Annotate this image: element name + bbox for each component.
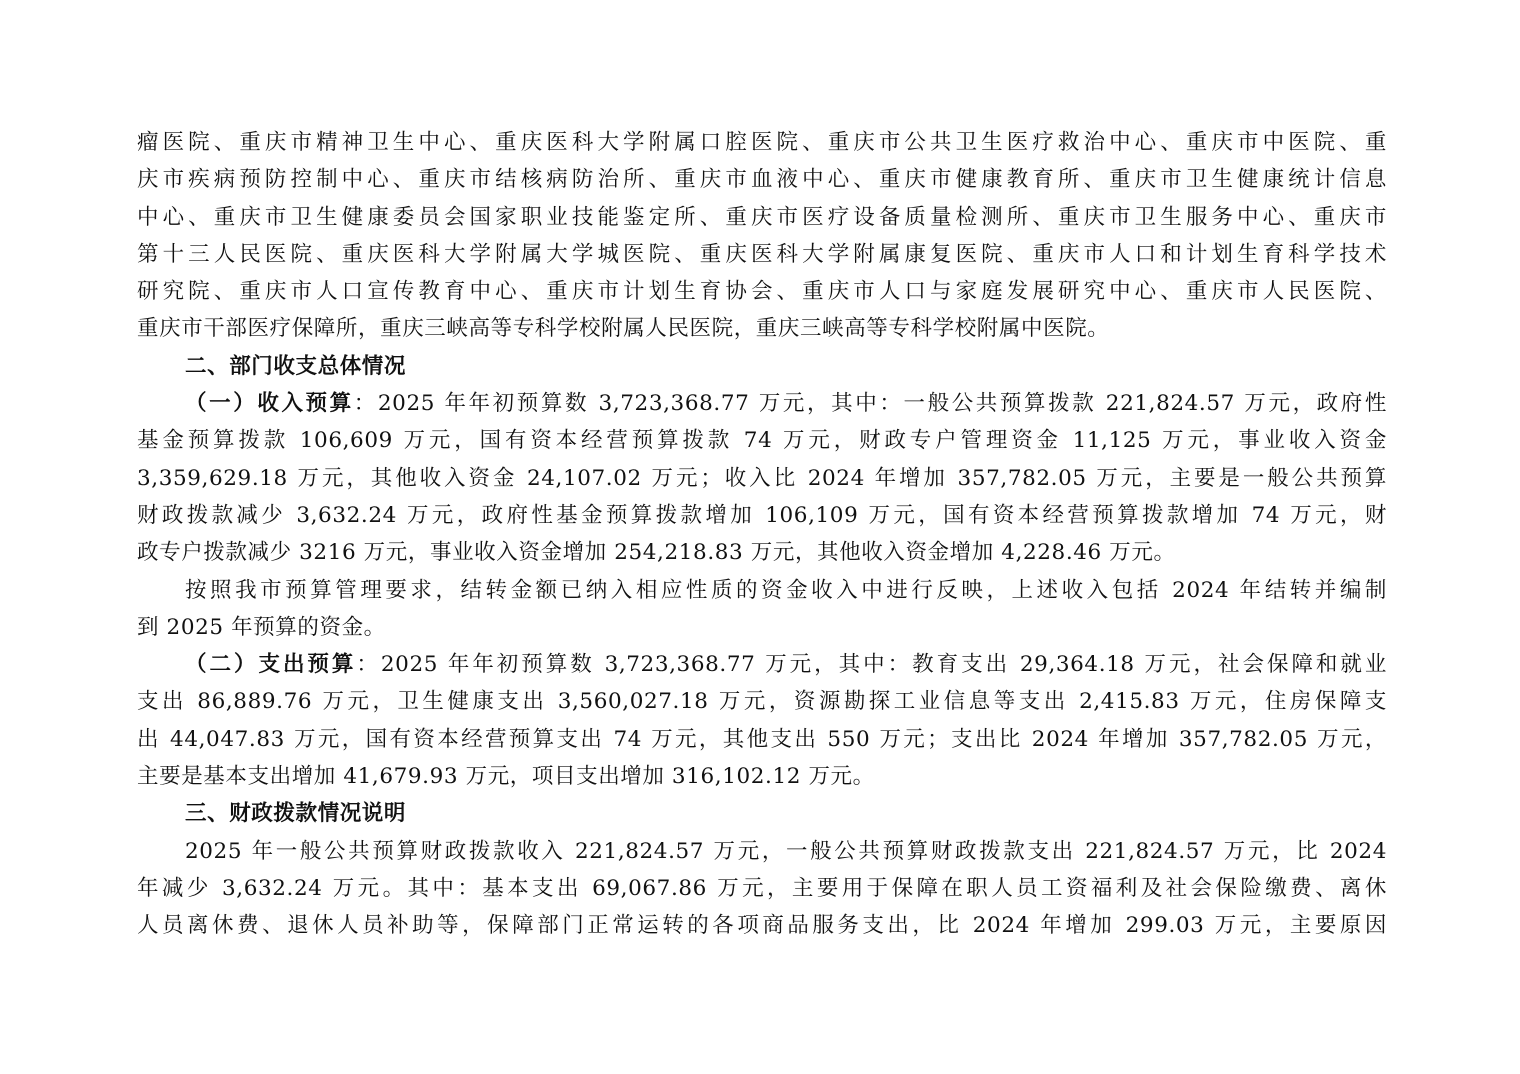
paragraph-line: 3,359,629.18 万元，其他收入资金 24,107.02 万元；收入比 2024 年增加 357,782.05 万元，主要是一般公共预算 bbox=[137, 465, 1387, 491]
paragraph-line: 第十三人民医院、重庆医科大学附属大学城医院、重庆医科大学附属康复医院、重庆市人口和计划生育科学技术 bbox=[137, 241, 1387, 267]
paragraph-line: 基金预算拨款 106,609 万元，国有资本经营预算拨款 74 万元，财政专户管理资金 11,125 万元，事业收入资金 bbox=[137, 428, 1387, 454]
paragraph-line: 政专户拨款减少 3216 万元，事业收入资金增加 254,218.83 万元，其他收入资金增加 4,228.46 万元。 bbox=[137, 540, 1176, 566]
paragraph-line: 人员离休费、退休人员补助等，保障部门正常运转的各项商品服务支出，比 2024 年增加 299.03 万元，主要原因 bbox=[137, 913, 1387, 939]
paragraph-line: 研究院、重庆市人口宣传教育中心、重庆市计划生育协会、重庆市人口与家庭发展研究中心、重庆市人民医院、 bbox=[137, 279, 1387, 305]
paragraph-line: 重庆市干部医疗保障所，重庆三峡高等专科学校附属人民医院，重庆三峡高等专科学校附属中医院。 bbox=[137, 316, 1110, 342]
paragraph-text: ：2025 年年初预算数 3,723,368.77 万元，其中：一般公共预算拨款 221,824.57 万元，政府性 bbox=[353, 391, 1387, 417]
expense-budget-line bbox=[137, 646, 1387, 683]
paragraph-line: 中心、重庆市卫生健康委员会国家职业技能鉴定所、重庆市医疗设备质量检测所、重庆市卫生服务中心、重庆市 bbox=[137, 204, 1387, 230]
section-heading-2: 二、部门收支总体情况 bbox=[185, 353, 407, 379]
paragraph-line: 到 2025 年预算的资金。 bbox=[137, 614, 386, 640]
section-heading-3: 三、财政拨款情况说明 bbox=[185, 801, 407, 827]
income-budget-label: （一）收入预算 bbox=[185, 391, 354, 417]
paragraph-text: ：2025 年年初预算数 3,723,368.77 万元，其中：教育支出 29,364.18 万元，社会保障和就业 bbox=[356, 652, 1387, 678]
income-budget-line bbox=[137, 385, 1387, 422]
document-body bbox=[137, 124, 1387, 945]
expense-budget-label: （二）支出预算 bbox=[185, 652, 357, 678]
paragraph-line: 年减少 3,632.24 万元。其中：基本支出 69,067.86 万元，主要用于保障在职人员工资福利及社会保险缴费、离休 bbox=[137, 875, 1387, 901]
paragraph-line: 庆市疾病预防控制中心、重庆市结核病防治所、重庆市血液中心、重庆市健康教育所、重庆市卫生健康统计信息 bbox=[137, 167, 1387, 193]
paragraph-line: 按照我市预算管理要求，结转金额已纳入相应性质的资金收入中进行反映，上述收入包括 2024 年结转并编制 bbox=[185, 577, 1387, 603]
paragraph-line: 支出 86,889.76 万元，卫生健康支出 3,560,027.18 万元，资源勘探工业信息等支出 2,415.83 万元，住房保障支 bbox=[137, 689, 1387, 715]
paragraph-line: 出 44,047.83 万元，国有资本经营预算支出 74 万元，其他支出 550 万元；支出比 2024 年增加 357,782.05 万元， bbox=[137, 726, 1387, 752]
paragraph-line: 财政拨款减少 3,632.24 万元，政府性基金预算拨款增加 106,109 万元，国有资本经营预算拨款增加 74 万元，财 bbox=[137, 502, 1387, 528]
paragraph-line: 瘤医院、重庆市精神卫生中心、重庆医科大学附属口腔医院、重庆市公共卫生医疗救治中心、重庆市中医院、重 bbox=[137, 130, 1387, 155]
paragraph-line: 2025 年一般公共预算财政拨款收入 221,824.57 万元，一般公共预算财政拨款支出 221,824.57 万元，比 2024 bbox=[185, 838, 1387, 864]
paragraph-line: 主要是基本支出增加 41,679.93 万元，项目支出增加 316,102.12 万元。 bbox=[137, 764, 875, 790]
